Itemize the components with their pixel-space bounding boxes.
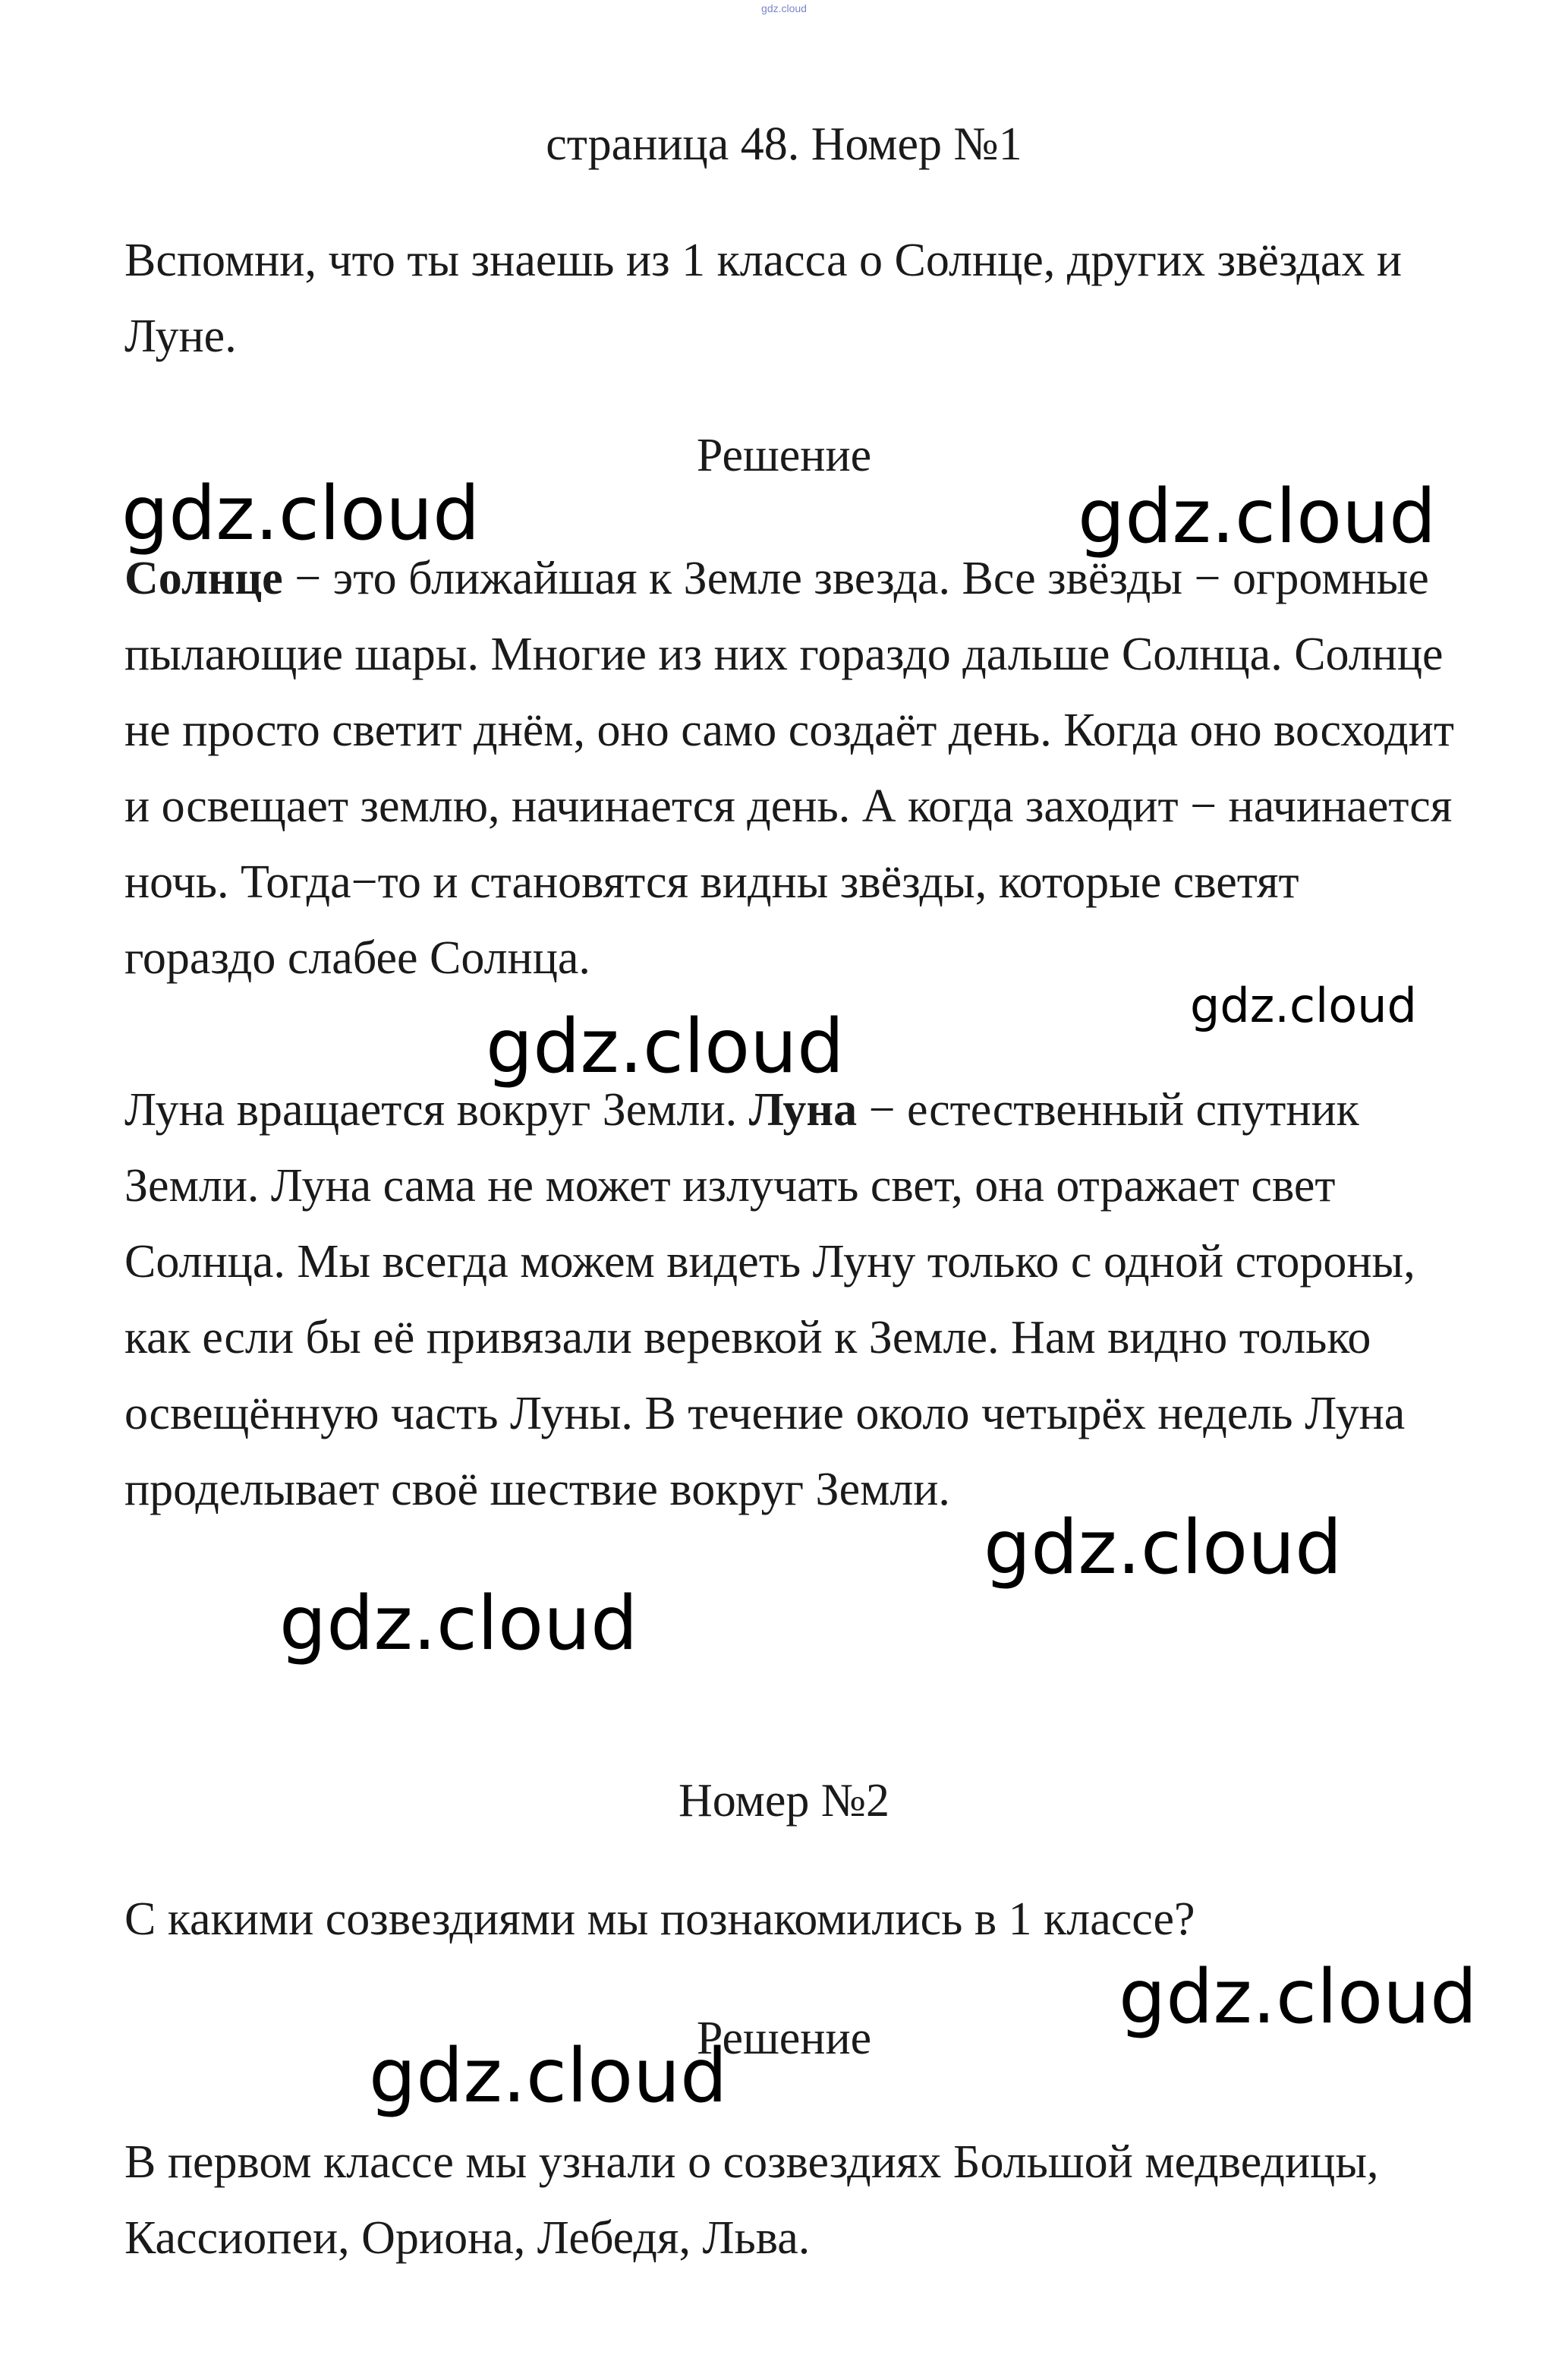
answer-text-moon: − естественный спутник Земли. Луна сама не может излучать свет, она отражает свет Солнца. Мы всегда можем видеть Луну только с одной стороны, как если бы её привязали веревкой к Земле. Нам видно только освещённую часть Луны. В течение около четырёх недель Луна проделывает своё шествие вокруг Земли. [124,1084,1415,1515]
answer-text-moon-intro: Луна вращается вокруг Земли. [124,1084,749,1136]
section2-title: Номер №2 [678,1775,889,1827]
section2-question: С какими созвездиями мы познакомились в 1 классе? [124,1893,1195,1945]
watermark: gdz.cloud [369,2033,728,2120]
header-watermark: gdz.cloud [761,2,807,14]
watermark: gdz.cloud [279,1581,638,1667]
section1-answer-paragraph-1 [124,541,1460,996]
section2-solution-label: Решение [696,2013,872,2064]
answer-term-moon: Луна [748,1084,858,1136]
answer-term-sun: Солнце [124,553,283,604]
section1-title: страница 48. Номер №1 [546,118,1022,170]
watermark: gdz.cloud [121,471,480,557]
section1-solution-label: Решение [696,430,872,481]
watermark: gdz.cloud [486,1004,845,1090]
watermark: gdz.cloud [1190,978,1417,1033]
watermark: gdz.cloud [1078,474,1437,560]
section1-answer-paragraph-2 [124,1072,1460,1527]
watermark: gdz.cloud [1119,1954,1478,2041]
answer-text-sun: − это ближайшая к Земле звезда. Все звёзды − огромные пылающие шары. Многие из них гораздо дальше Солнца. Солнце не просто светит днём, оно само создаёт день. Когда оно восходит и освещает землю, начинается день. А когда заходит − начинается ночь. Тогда−то и становятся видны звёзды, которые светят гораздо слабее Солнца. [124,553,1454,984]
section2-answer: В первом классе мы узнали о созвездиях Большой медведицы, Кассиопеи, Ориона, Лебедя, Льва. [124,2136,1379,2264]
watermark: gdz.cloud [984,1505,1343,1591]
section1-question: Вспомни, что ты знаешь из 1 класса о Солнце, других звёздах и Луне. [124,235,1403,362]
